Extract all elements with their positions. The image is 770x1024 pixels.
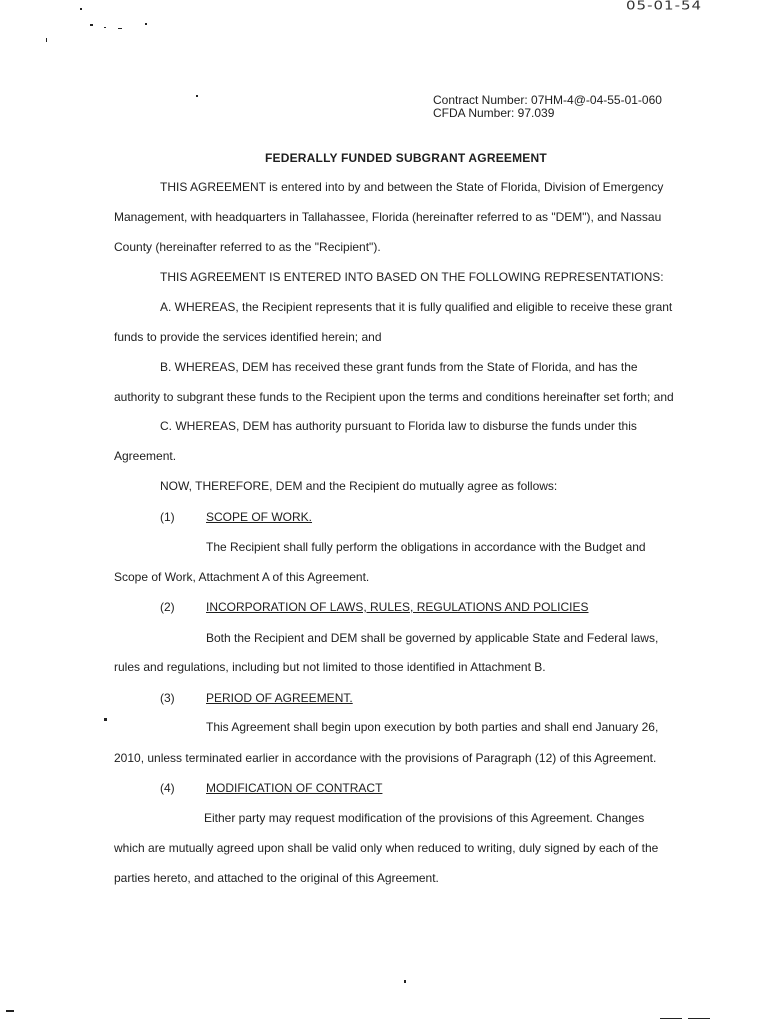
scan-speck bbox=[90, 24, 93, 26]
section-text-line: 2010, unless terminated earlier in accordance with the provisions of Paragraph (12) of this Agreement. bbox=[114, 751, 657, 765]
section-text-line: Scope of Work, Attachment A of this Agreement. bbox=[114, 570, 370, 584]
section-heading: MODIFICATION OF CONTRACT bbox=[206, 781, 383, 795]
scan-speck bbox=[104, 27, 106, 28]
whereas-b-line: B. WHEREAS, DEM has received these grant funds from the State of Florida, and has the bbox=[160, 360, 638, 374]
section-heading: SCOPE OF WORK. bbox=[206, 510, 313, 524]
section-number: (4) bbox=[160, 781, 175, 795]
section-text-line: The Recipient shall fully perform the obligations in accordance with the Budget and bbox=[206, 540, 646, 554]
handwritten-note: 05-01-54 bbox=[626, 0, 703, 13]
whereas-c-line: C. WHEREAS, DEM has authority pursuant to Florida law to disburse the funds under this bbox=[160, 419, 637, 433]
now-therefore: NOW, THEREFORE, DEM and the Recipient do mutually agree as follows: bbox=[160, 479, 558, 493]
scan-speck bbox=[688, 1018, 710, 1019]
section-text-line: which are mutually agreed upon shall be valid only when reduced to writing, duly signed by each of the bbox=[114, 841, 659, 855]
scan-speck bbox=[118, 28, 122, 29]
intro-line: THIS AGREEMENT is entered into by and between the State of Florida, Division of Emergency bbox=[160, 180, 664, 194]
section-heading: INCORPORATION OF LAWS, RULES, REGULATIONS AND POLICIES bbox=[206, 600, 589, 614]
section-text-line: rules and regulations, including but not limited to those identified in Attachment B. bbox=[114, 660, 546, 674]
section-text-line: Either party may request modification of the provisions of this Agreement. Changes bbox=[204, 811, 645, 825]
section-number: (3) bbox=[160, 691, 175, 705]
document-title: FEDERALLY FUNDED SUBGRANT AGREEMENT bbox=[265, 151, 547, 165]
cfda-number: CFDA Number: 97.039 bbox=[433, 106, 555, 120]
section-text-line: Both the Recipient and DEM shall be governed by applicable State and Federal laws, bbox=[206, 631, 659, 645]
section-number: (1) bbox=[160, 510, 175, 524]
whereas-a-line: A. WHEREAS, the Recipient represents that it is fully qualified and eligible to receive these grant bbox=[160, 300, 673, 314]
section-number: (2) bbox=[160, 600, 175, 614]
whereas-b-line: authority to subgrant these funds to the Recipient upon the terms and conditions hereinafter set forth; and bbox=[114, 390, 674, 404]
intro-line: Management, with headquarters in Tallahassee, Florida (hereinafter referred to as "DEM"), and Nassau bbox=[114, 210, 662, 224]
scan-speck bbox=[80, 8, 82, 10]
scan-speck bbox=[660, 1018, 682, 1019]
scan-speck bbox=[404, 980, 406, 983]
section-heading: PERIOD OF AGREEMENT. bbox=[206, 691, 353, 705]
contract-number: Contract Number: 07HM-4@-04-55-01-060 bbox=[433, 93, 662, 107]
scan-speck bbox=[196, 95, 198, 97]
representations-heading: THIS AGREEMENT IS ENTERED INTO BASED ON THE FOLLOWING REPRESENTATIONS: bbox=[160, 270, 664, 284]
scan-speck bbox=[6, 1010, 14, 1012]
section-text-line: This Agreement shall begin upon execution by both parties and shall end January 26, bbox=[206, 720, 659, 734]
scan-speck bbox=[46, 38, 47, 42]
whereas-a-line: funds to provide the services identified herein; and bbox=[114, 330, 382, 344]
section-text-line: parties hereto, and attached to the original of this Agreement. bbox=[114, 871, 439, 885]
intro-line: County (hereinafter referred to as the "Recipient"). bbox=[114, 240, 381, 254]
scan-speck bbox=[104, 718, 107, 721]
whereas-c-line: Agreement. bbox=[114, 449, 177, 463]
scan-speck bbox=[145, 23, 147, 25]
